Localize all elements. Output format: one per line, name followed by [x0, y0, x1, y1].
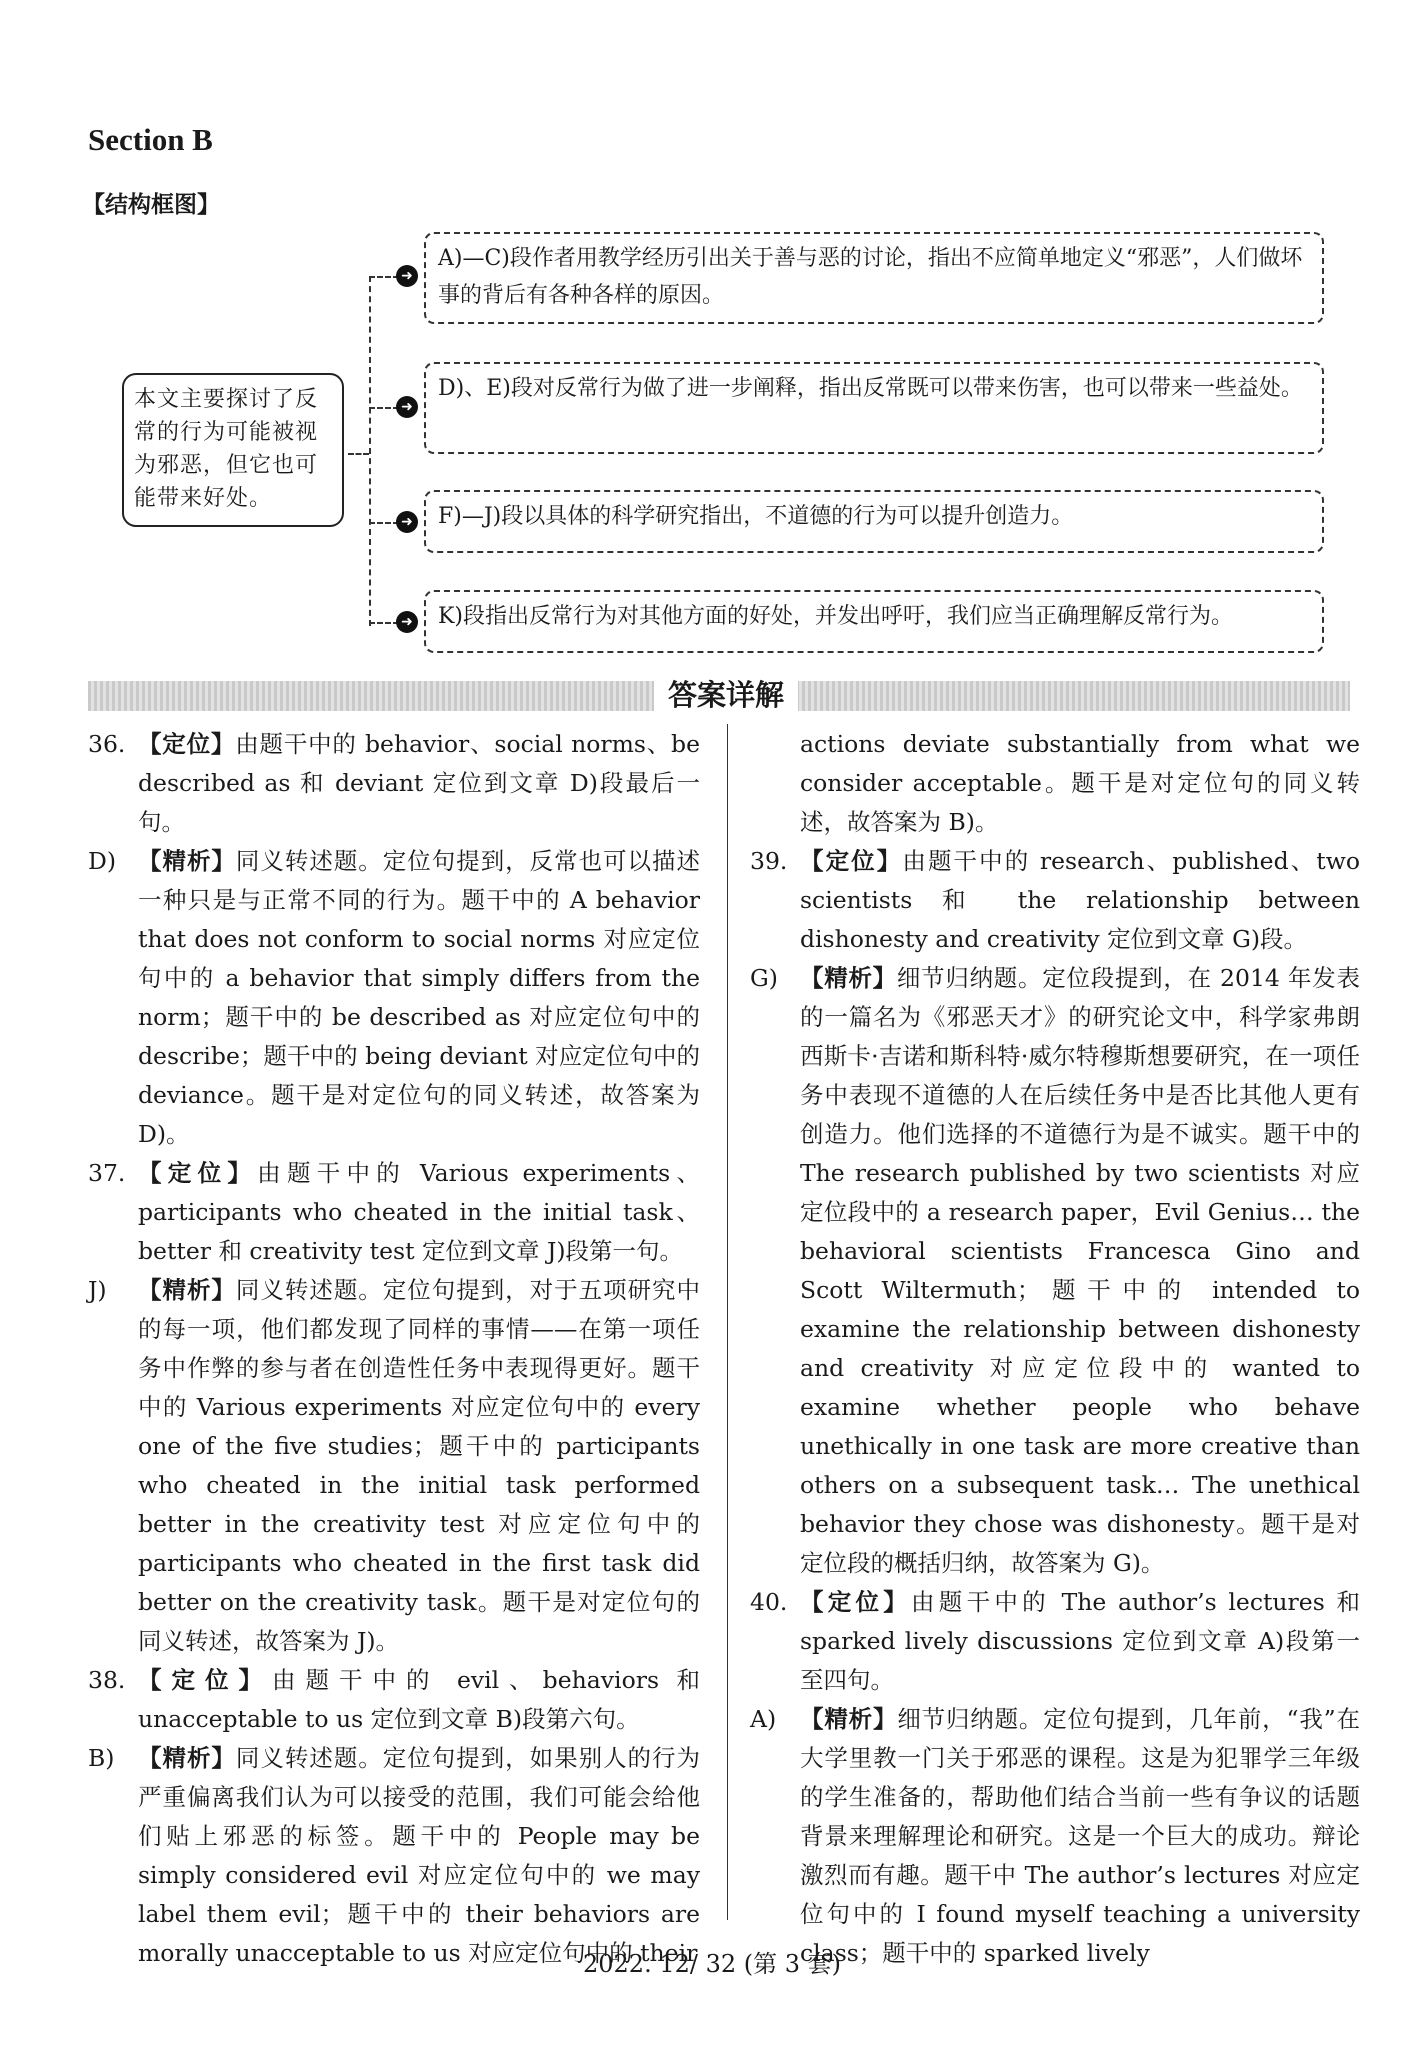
answer-paragraph: 39. 【定位】由题干中的 research、published、two scientists 和 the relationship between dishonesty and creativity 定位到文章 G)段。 [750, 847, 1361, 953]
structure-box-4: K)段指出反常行为对其他方面的好处，并发出呼吁，我们应当正确理解反常行为。 [424, 590, 1324, 653]
answer-paragraph: actions deviate substantially from what we consider acceptable。题干是对定位句的同义转述，故答案为 B)。 [800, 730, 1360, 836]
arrow-right-icon: ➜ [396, 265, 418, 287]
left-column [88, 725, 700, 1973]
tree-trunk [369, 276, 371, 626]
answer-paragraph: 40. 【定位】由题干中的 The author’s lectures 和 sparked lively discussions 定位到文章 A)段第一至四句。 [750, 1588, 1360, 1694]
answer-paragraph: G) 【精析】细节归纳题。定位段提到，在 2014 年发表的一篇名为《邪恶天才》的研究论文中，科学家弗朗西斯卡·吉诺和斯科特·威尔特穆斯想要研究，在一项任务中表现不道德的人在后续任务中是否比其他人更有创造力。他们选择的不道德行为是不诚实。题干中的 The research published by two scientists 对应定位段中的 a research paper，Evil Genius… the behavioral scientists Francesca Gino and Scott Wiltermuth；题干中的 intended to examine the relationship between dishonesty and creativity 对应定位段中的 wanted to examine whether people who behave unethically in one task are more creative than others on a subsequent task… The unethical behavior they chose was dishonesty。题干是对定位段的概括归纳，故答案为 G)。 [750, 964, 1360, 1577]
tree-branch [369, 622, 399, 624]
answer-header-title: 答案详解 [654, 673, 798, 717]
answer-paragraph: B) 【精析】同义转述题。定位句提到，如果别人的行为严重偏离我们认为可以接受的范围，我们可能会给他们贴上邪恶的标签。题干中的 People may be simply considered evil 对应定位句中的 we may label them evil；题干中的 their behaviors are morally unacceptable to us 对应定位句中的 their [88, 1744, 701, 1967]
structure-frame-label: 【结构框图】 [82, 192, 220, 218]
tree-branch [369, 522, 399, 524]
answer-paragraph: J) 【精析】同义转述题。定位句提到，对于五项研究中的每一项，他们都发现了同样的事情——在第一项任务中作弊的参与者在创造性任务中表现得更好。题干中的 Various experiments 对应定位句中的 every one of the five studies；题干中的 participants who cheated in the initial task performed better in the creativity test 对应定位句中的 participants who cheated in the first task did better on the creativity task。题干是对定位句的同义转述，故答案为 J)。 [88, 1276, 701, 1655]
arrow-right-icon: ➜ [396, 611, 418, 633]
arrow-right-icon: ➜ [396, 511, 418, 533]
column-divider [727, 724, 728, 1920]
answer-paragraph: A) 【精析】细节归纳题。定位句提到，几年前，“我”在大学里教一门关于邪恶的课程。这是为犯罪学三年级的学生准备的，帮助他们结合当前一些有争议的话题背景来理解理论和研究。这是一个巨大的成功。辩论激烈而有趣。题干中 The author’s lectures 对应定位句中的 I found myself teaching a university class；题干中的 sparked lively [750, 1705, 1361, 1967]
arrow-right-icon: ➜ [396, 396, 418, 418]
structure-box-2: D)、E)段对反常行为做了进一步阐释，指出反常既可以带来伤害，也可以带来一些益处。 [424, 362, 1324, 454]
answer-paragraph: 38. 【定位】由题干中的 evil、behaviors 和 unacceptable to us 定位到文章 B)段第六句。 [88, 1666, 700, 1733]
structure-box-1: A)—C)段作者用教学经历引出关于善与恶的讨论，指出不应简单地定义“邪恶”，人们做坏事的背后有各种各样的原因。 [424, 232, 1324, 324]
page-footer: 2022. 12/ 32 (第 3 套) [582, 1950, 841, 1978]
tree-connector [348, 453, 369, 455]
tree-branch [369, 407, 399, 409]
tree-branch [369, 276, 399, 278]
section-title: Section B [88, 122, 213, 157]
structure-box-3: F)—J)段以具体的科学研究指出，不道德的行为可以提升创造力。 [424, 490, 1324, 553]
right-column [750, 725, 1360, 1973]
answer-paragraph: 36. 【定位】由题干中的 behavior、social norms、be described as 和 deviant 定位到文章 D)段最后一句。 [88, 730, 700, 836]
answer-paragraph: 37. 【定位】由题干中的 Various experiments、participants who cheated in the initial task、better 和 creativity test 定位到文章 J)段第一句。 [88, 1159, 701, 1265]
answer-paragraph: D) 【精析】同义转述题。定位句提到，反常也可以描述一种只是与正常不同的行为。题干中的 A behavior that does not conform to social norms 对应定位句中的 a behavior that simply differs from the norm；题干中的 be described as 对应定位句中的 describe；题干中的 being deviant 对应定位句中的 deviance。题干是对定位句的同义转述，故答案为 D)。 [88, 847, 701, 1148]
main-summary-box: 本文主要探讨了反常的行为可能被视为邪恶，但它也可能带来好处。 [122, 373, 344, 527]
